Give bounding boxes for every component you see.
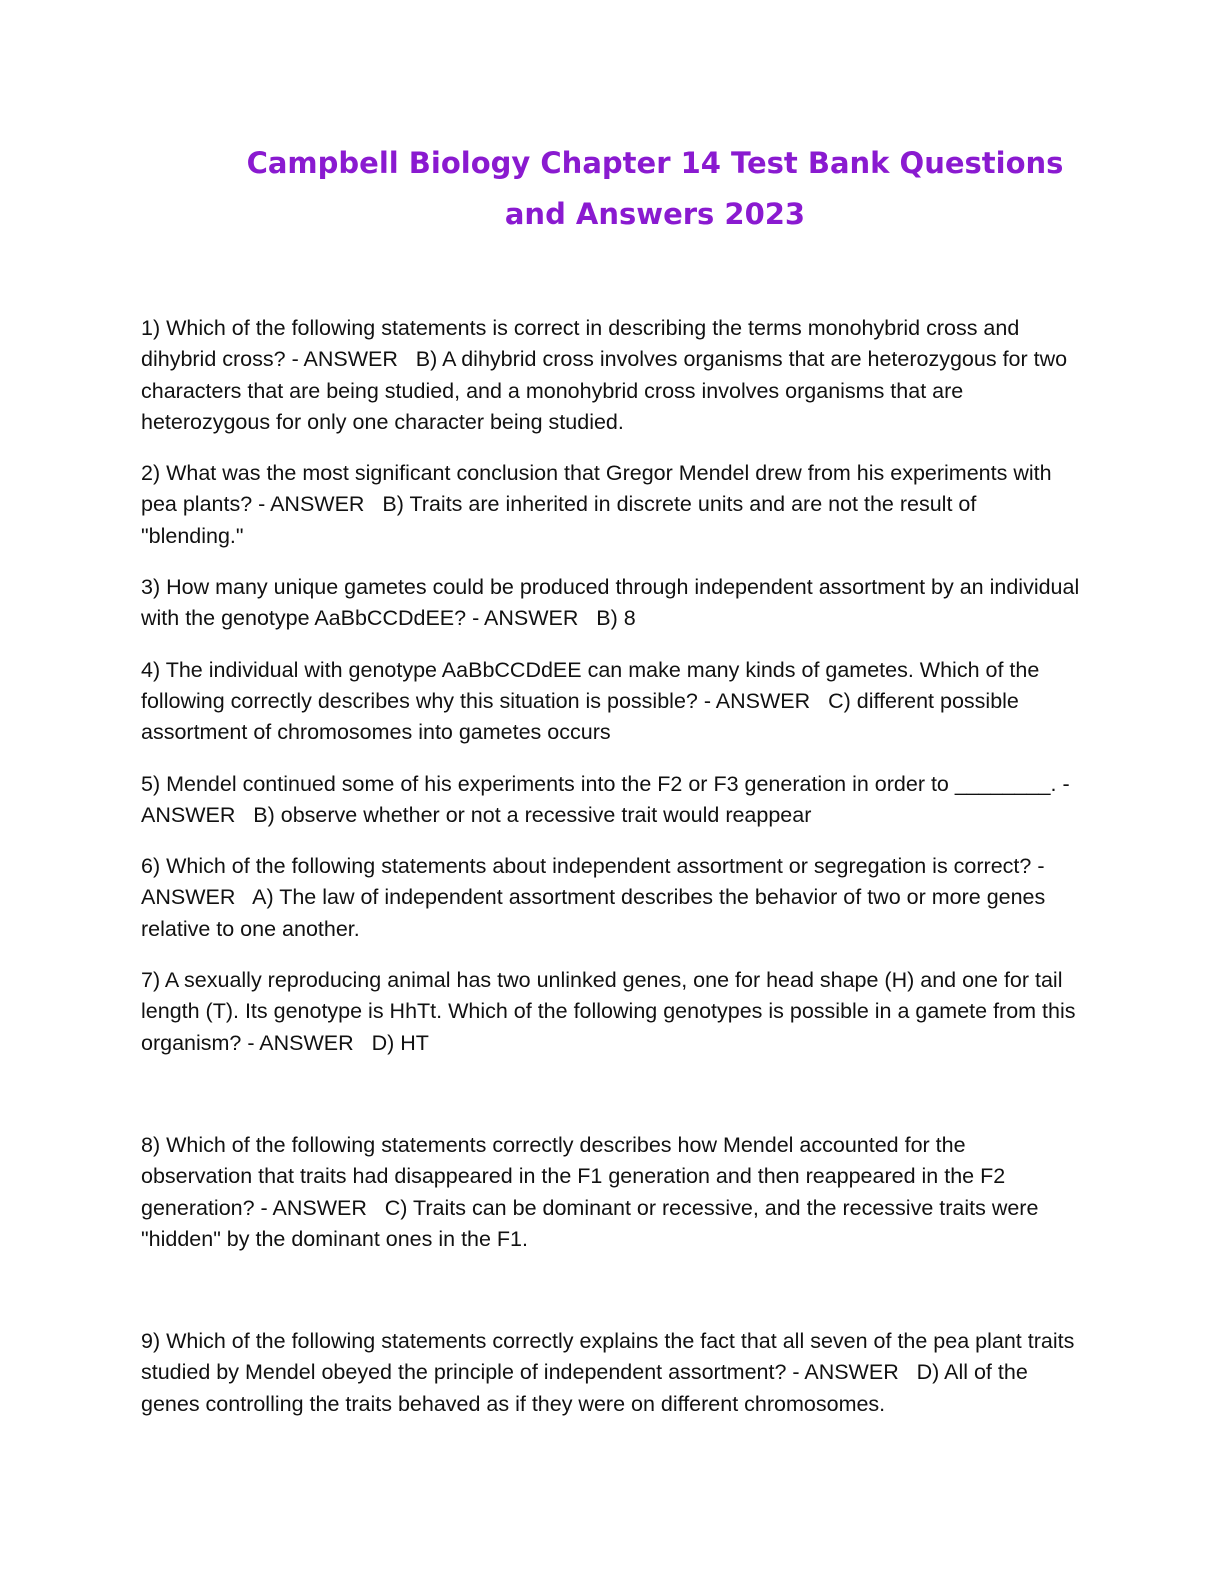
question-item-6 — [141, 851, 1081, 945]
question-item-7 — [141, 965, 1081, 1059]
question-text: 9) Which of the following statements correctly explains the fact that all seven of the pea plant traits studied by Mendel obeyed the principle of independent assortment? - ANSWER — [141, 1329, 1075, 1385]
title-line-1: Campbell Biology Chapter 14 Test Bank Questions — [246, 146, 1064, 180]
question-text: 5) Mendel continued some of his experiments into the F2 or F3 generation in order to ________. - ANSWER — [141, 771, 1070, 827]
answer-text: A) The law of independent assortment describes the behavior of two or more genes relative to one another. — [141, 885, 1052, 941]
question-text: 4) The individual with genotype AaBbCCDdEE can make many kinds of gametes. Which of the following correctly describes why this situation is possible? - ANSWER — [141, 657, 1040, 713]
question-text: 3) How many unique gametes could be produced through independent assortment by an individual with the genotype AaBbCCDdEE? - ANSWER — [141, 575, 1080, 631]
question-text: 7) A sexually reproducing animal has two unlinked genes, one for head shape (H) and one for tail length (T). Its genotype is HhTt. Which of the following genotypes is possible in a gamete from this organism? - ANSWER — [141, 968, 1076, 1055]
question-text: 2) What was the most significant conclusion that Gregor Mendel drew from his experiments with pea plants? - ANSWER — [141, 461, 1052, 517]
question-list — [141, 313, 1081, 1440]
question-item-5 — [141, 769, 1081, 832]
title-line-2: and Answers 2023 — [504, 197, 806, 231]
answer-text: B) observe whether or not a recessive trait would reappear — [235, 802, 812, 827]
answer-text: B) 8 — [578, 606, 636, 631]
question-item-2 — [141, 458, 1081, 552]
answer-text: B) Traits are inherited in discrete units and are not the result of "blending." — [141, 492, 983, 548]
answer-text: D) All of the genes controlling the traits behaved as if they were on different chromosomes. — [141, 1360, 1034, 1416]
question-text: 1) Which of the following statements is correct in describing the terms monohybrid cross and dihybrid cross? - ANSWER — [141, 316, 1020, 372]
question-item-1 — [141, 313, 1081, 438]
question-item-9 — [141, 1326, 1081, 1420]
question-item-3 — [141, 572, 1081, 635]
question-item-8 — [141, 1130, 1081, 1255]
answer-text: D) HT — [353, 1030, 429, 1055]
question-text: 6) Which of the following statements about independent assortment or segregation is correct? - ANSWER — [141, 854, 1045, 910]
question-text: 8) Which of the following statements correctly describes how Mendel accounted for the observation that traits had disappeared in the F1 generation and then reappeared in the F2 generation? - ANSWER — [141, 1132, 1006, 1220]
answer-text: B) A dihybrid cross involves organisms that are heterozygous for two characters that are being studied, and a monohybrid cross involves organisms that are heterozygous for only one character being studied. — [141, 347, 1074, 434]
answer-text: C) different possible assortment of chromosomes into gametes occurs — [141, 688, 1025, 745]
document-title — [100, 138, 1210, 240]
answer-text: C) Traits can be dominant or recessive, and the recessive traits were "hidden" by the dominant ones in the F1. — [141, 1195, 1045, 1251]
question-item-4 — [141, 655, 1081, 749]
